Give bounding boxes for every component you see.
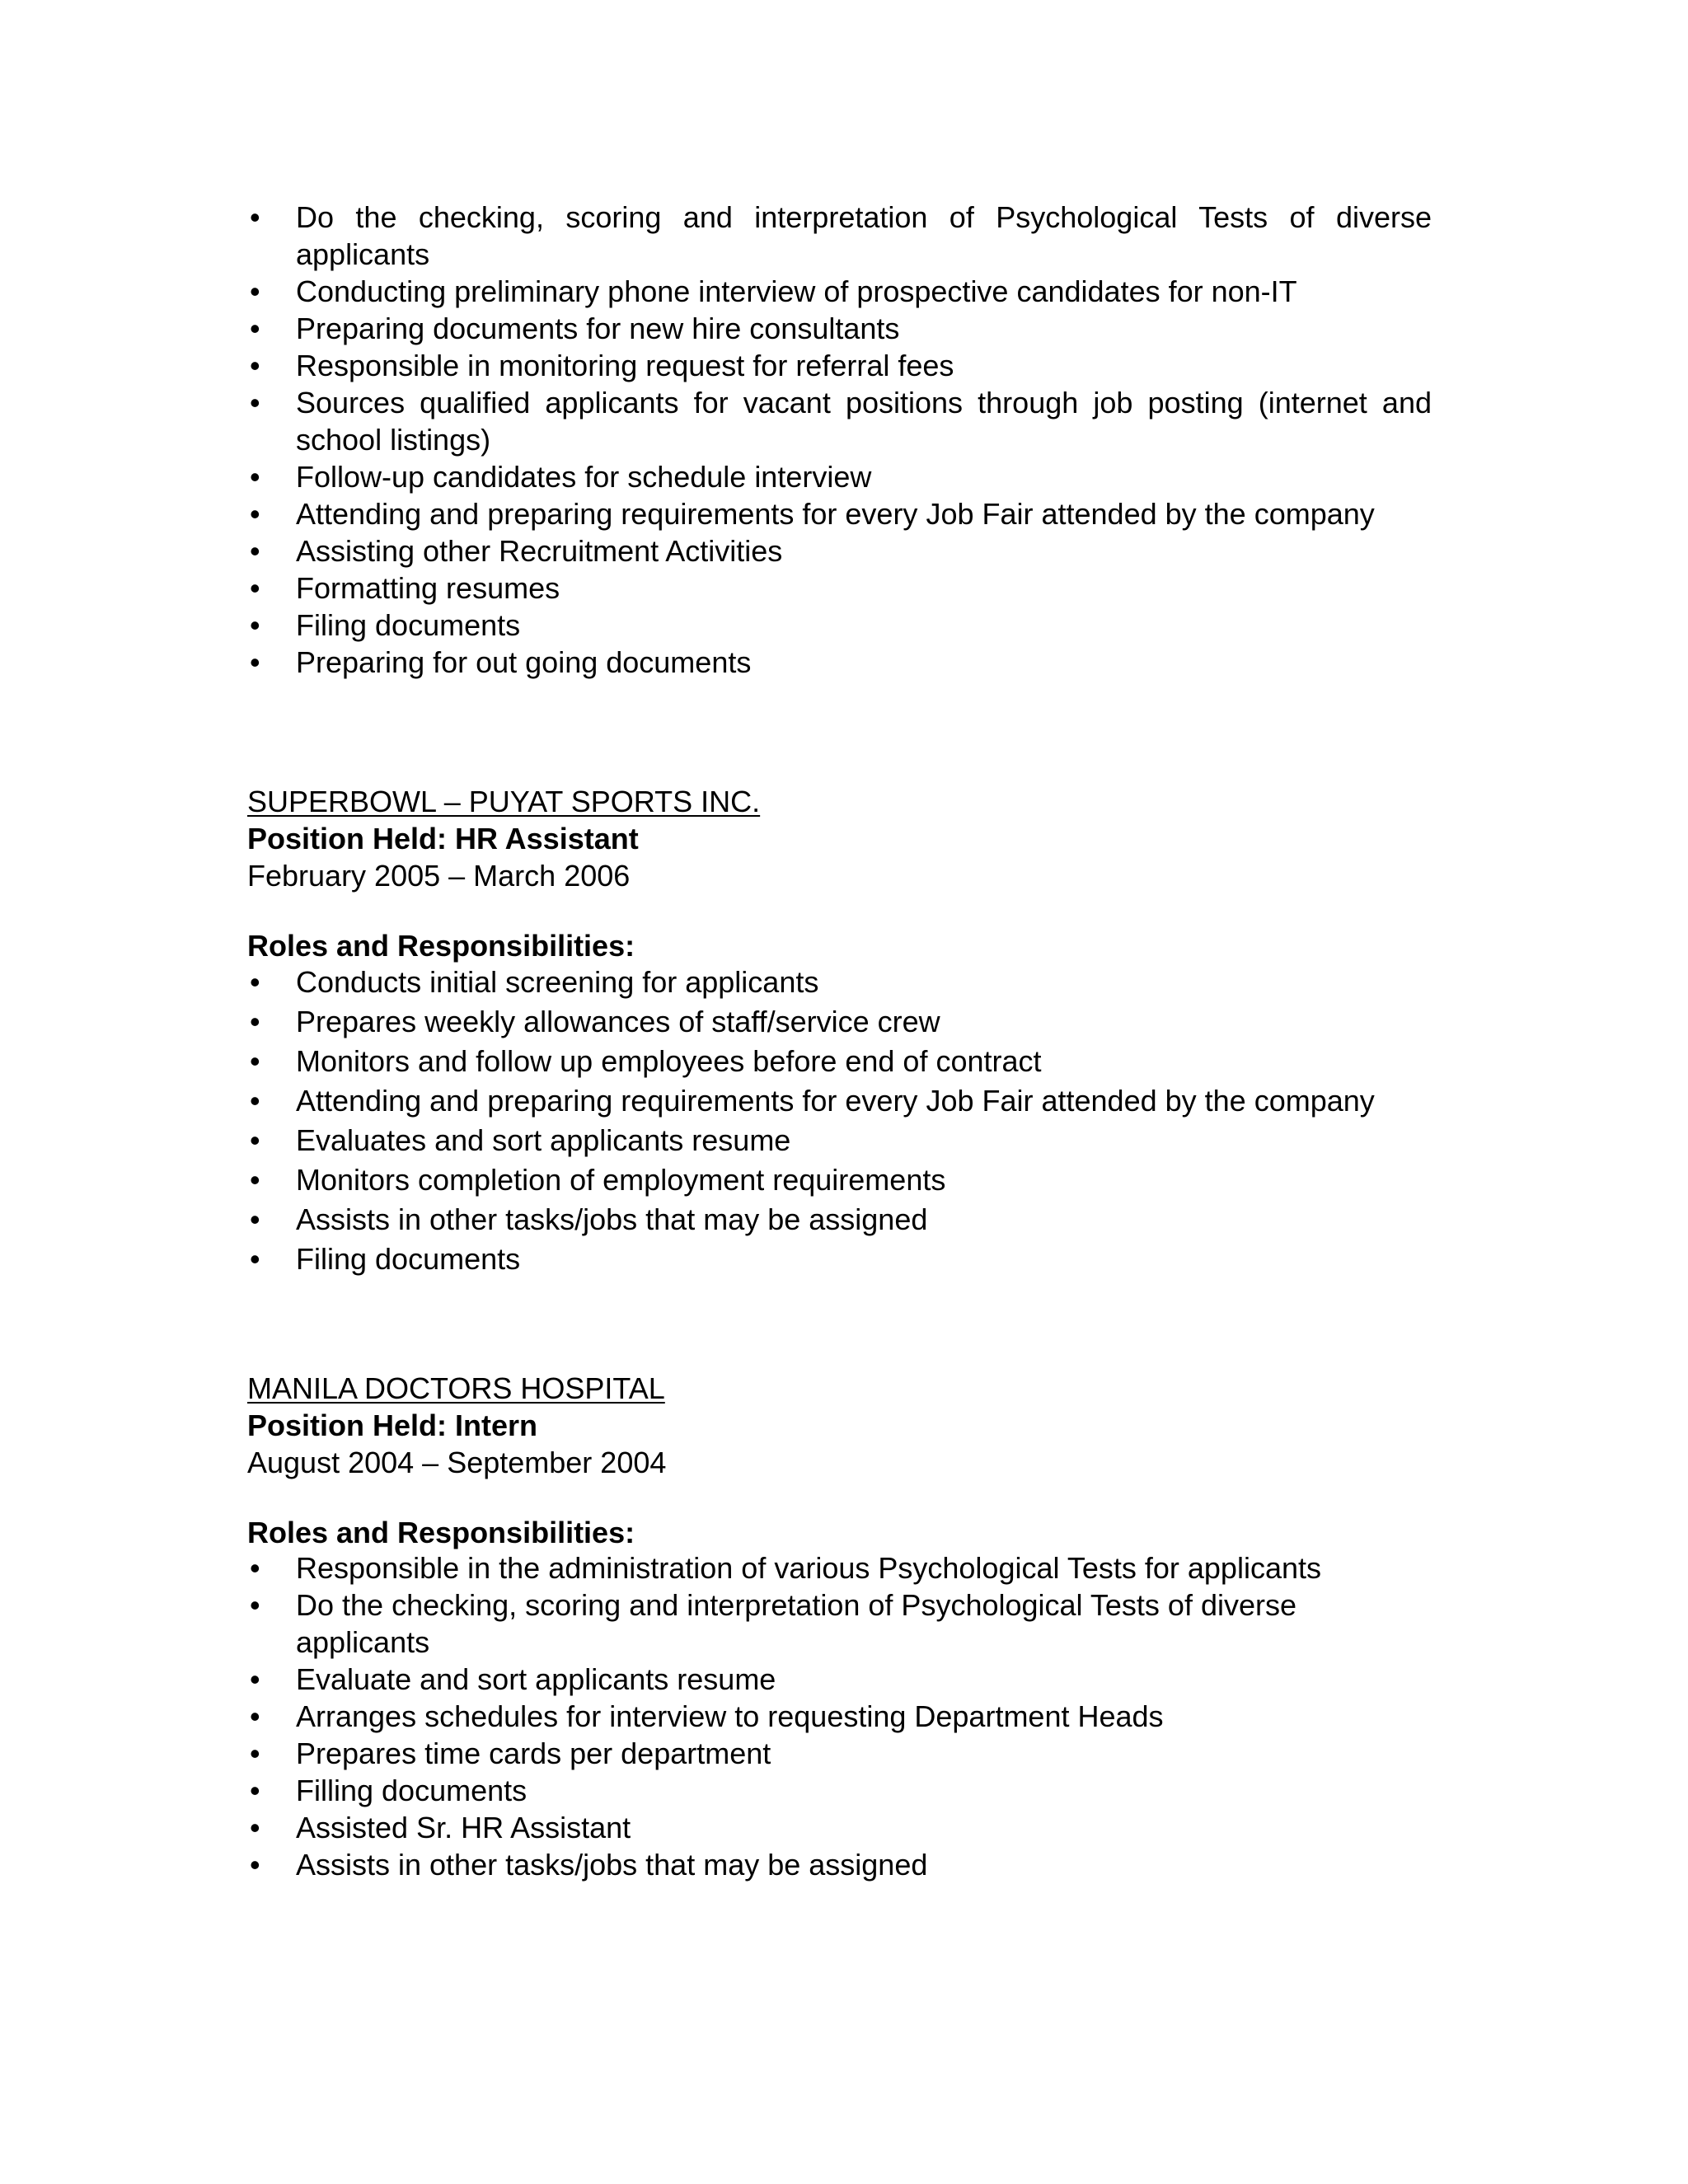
bullet-icon: •: [250, 1242, 260, 1276]
bullet-icon: •: [250, 645, 260, 679]
bullet-icon: •: [250, 312, 260, 345]
bullet-icon: •: [250, 1736, 260, 1770]
list-item: • Filling documents: [250, 1774, 528, 1807]
responsibilities-list-continued: [247, 199, 1432, 681]
roles-heading: Roles and Responsibilities:: [247, 1516, 635, 1549]
responsibilities-list-superbowl: [247, 963, 1432, 1279]
bullet-icon: •: [250, 1662, 260, 1696]
list-item: • Conducting preliminary phone interview of prospective candidates for non-IT: [250, 274, 1297, 308]
list-item: • Arranges schedules for interview to requesting Department Heads: [250, 1699, 1164, 1733]
bullet-icon: •: [250, 1848, 260, 1882]
bullet-icon: •: [250, 497, 260, 531]
bullet-icon: •: [250, 1811, 260, 1844]
job-section-manila-doctors: [247, 1370, 1432, 1551]
roles-heading: Roles and Responsibilities:: [247, 929, 635, 963]
employment-dates: August 2004 – September 2004: [247, 1446, 667, 1479]
list-item: • Do the checking, scoring and interpretation of Psychological Tests of diverse applicants: [250, 200, 1432, 271]
list-item: • Sources qualified applicants for vacant positions through job posting (internet and school listings): [250, 386, 1432, 457]
list-item: • Formatting resumes: [250, 571, 560, 605]
bullet-icon: •: [250, 1202, 260, 1236]
list-item: • Evaluate and sort applicants resume: [250, 1662, 776, 1696]
bullet-icon: •: [250, 386, 260, 419]
position-held: Position Held: HR Assistant: [247, 822, 639, 855]
list-item: • Attending and preparing requirements for every Job Fair attended by the company: [247, 1081, 1432, 1121]
list-item: • Prepares weekly allowances of staff/service crew: [247, 1002, 1432, 1042]
list-item: • Responsible in monitoring request for referral fees: [250, 349, 954, 382]
bullet-icon: •: [250, 1588, 260, 1622]
list-item: • Monitors and follow up employees before end of contract: [247, 1042, 1432, 1081]
bullet-icon: •: [250, 1774, 260, 1807]
company-name: SUPERBOWL – PUYAT SPORTS INC.: [247, 785, 761, 818]
list-item: • Follow-up candidates for schedule interview: [250, 460, 872, 494]
bullet-icon: •: [250, 1005, 260, 1038]
bullet-icon: •: [250, 200, 260, 234]
list-item: • Assisting other Recruitment Activities: [250, 534, 783, 568]
bullet-icon: •: [250, 571, 260, 605]
bullet-icon: •: [250, 1084, 260, 1118]
list-item: • Conducts initial screening for applicants: [247, 963, 1432, 1002]
bullet-icon: •: [250, 1163, 260, 1197]
list-item: • Preparing documents for new hire consultants: [250, 312, 900, 345]
list-item: • Assists in other tasks/jobs that may be assigned: [247, 1200, 1432, 1240]
bullet-icon: •: [250, 1123, 260, 1157]
list-item: • Monitors completion of employment requirements: [247, 1160, 1432, 1200]
company-name: MANILA DOCTORS HOSPITAL: [247, 1371, 665, 1405]
employment-dates: February 2005 – March 2006: [247, 859, 631, 893]
bullet-icon: •: [250, 608, 260, 642]
bullet-icon: •: [250, 534, 260, 568]
list-item: • Responsible in the administration of various Psychological Tests for applicants: [250, 1551, 1321, 1585]
position-held: Position Held: Intern: [247, 1408, 538, 1442]
list-item: • Assisted Sr. HR Assistant: [250, 1811, 631, 1844]
bullet-icon: •: [250, 965, 260, 999]
list-item: • Prepares time cards per department: [250, 1736, 771, 1770]
list-item: • Assists in other tasks/jobs that may be assigned: [250, 1848, 928, 1882]
bullet-icon: •: [250, 1699, 260, 1733]
bullet-icon: •: [250, 274, 260, 308]
job-section-superbowl: [247, 783, 1432, 964]
bullet-icon: •: [250, 460, 260, 494]
list-item: • Do the checking, scoring and interpretation of Psychological Tests of diverse applicants: [250, 1588, 1296, 1659]
list-item: • Filing documents: [250, 608, 521, 642]
list-item: • Attending and preparing requirements for every Job Fair attended by the company: [250, 497, 1375, 531]
list-item: • Evaluates and sort applicants resume: [247, 1121, 1432, 1160]
list-item: • Preparing for out going documents: [250, 645, 752, 679]
bullet-icon: •: [250, 1551, 260, 1585]
list-item: • Filing documents: [247, 1240, 1432, 1279]
bullet-icon: •: [250, 349, 260, 382]
bullet-icon: •: [250, 1044, 260, 1078]
responsibilities-list-manila-doctors: [247, 1549, 1432, 1883]
